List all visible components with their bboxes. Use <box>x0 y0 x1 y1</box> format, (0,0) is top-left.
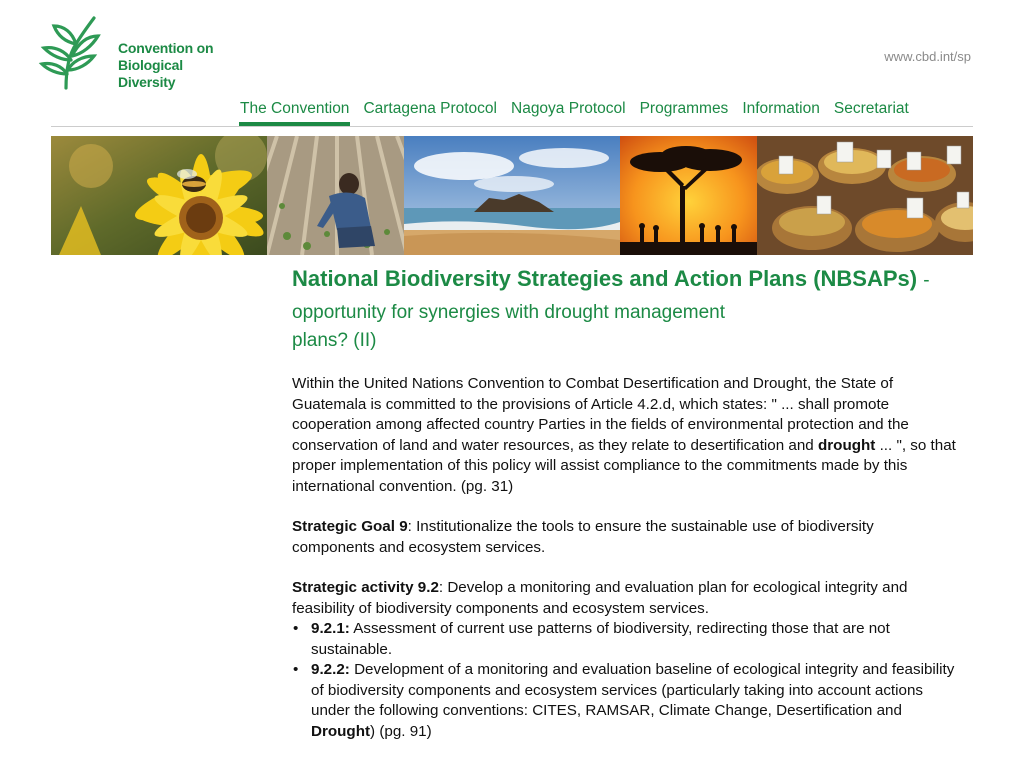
bullet1-text: Assessment of current use patterns of biodiversity, redirecting those that are not sustainable. <box>311 620 890 658</box>
nav-nagoya-protocol[interactable]: Nagoya Protocol <box>511 100 626 117</box>
bee-sunflower-image <box>51 136 267 255</box>
activity-bullets <box>292 619 957 742</box>
paragraph-unccd <box>292 374 957 497</box>
slide-content <box>292 264 957 742</box>
title-subtitle: - opportunity for synergies with drought management <box>292 270 930 323</box>
bullet2-label: 9.2.2: <box>311 661 350 678</box>
para1-text-b: ... ", so that proper implementation of this policy will assist compliance to the commitments made by this international convention. (pg. 31) <box>292 436 956 495</box>
activity-text: : Develop a monitoring and evaluation plan for ecological integrity and feasibility of biodiversity components and ecosystem services. <box>292 579 908 617</box>
bullet2-text: Development of a monitoring and evaluation baseline of ecological integrity and feasibility of biodiversity components and ecosystem services (particularly taking into account actions under the following conventions: CITES, RAMSAR, Climate Change, Desertification and <box>311 661 955 719</box>
activity-label: Strategic activity 9.2 <box>292 579 439 596</box>
spice-baskets-image <box>757 136 973 255</box>
bullet2-end: ) (pg. 91) <box>370 722 432 740</box>
goal-label: Strategic Goal 9 <box>292 518 408 535</box>
paragraph-strategic-activity <box>292 578 957 619</box>
title-subtitle-line: plans? (II) <box>292 330 377 351</box>
para1-text-a: Within the United Nations Convention to Combat Desertification and Drought, the State of Guatemala is committed to the provisions of Article 4.2.d, which states: " ... shall promote cooperation among affected country Parties in the fields of environmental protection and the conservation of land and water resources, as they relate to desertification and <box>292 375 909 454</box>
slide-title <box>292 264 957 328</box>
bullet1-label: 9.2.1: <box>311 620 350 637</box>
nav-secretariat[interactable]: Secretariat <box>833 100 909 117</box>
para1-bold: drought <box>817 436 876 454</box>
nav-the-convention[interactable]: The Convention <box>233 98 356 126</box>
acacia-sunset-image <box>620 136 757 255</box>
nav-information[interactable]: Information <box>742 100 820 117</box>
logo-line-2: Biological Diversity <box>118 57 183 90</box>
bullet2-bold: Drought <box>311 722 371 740</box>
goal-text: : Institutionalize the tools to ensure the sustainable use of biodiversity components and ecosystem services. <box>292 518 874 556</box>
logo-line-1: Convention on <box>118 40 214 56</box>
logo-text <box>118 40 236 91</box>
nav-programmes[interactable]: Programmes <box>639 100 729 117</box>
nav-divider <box>51 126 973 127</box>
site-url[interactable]: www.cbd.int/sp <box>884 49 971 64</box>
paragraph-strategic-goal <box>292 517 957 558</box>
cbd-logo[interactable] <box>36 14 236 92</box>
nav-cartagena-protocol[interactable]: Cartagena Protocol <box>363 100 497 117</box>
title-bold: National Biodiversity Strategies and Action Plans (NBSAPs) <box>292 266 918 291</box>
main-nav <box>233 98 916 126</box>
bullet-9-2-2 <box>292 660 957 742</box>
plant-logo-icon <box>36 14 106 92</box>
bullet-9-2-1 <box>292 619 957 660</box>
rocky-beach-image <box>404 136 620 255</box>
banner-photo-strip <box>51 136 973 255</box>
farmer-field-image <box>267 136 404 255</box>
